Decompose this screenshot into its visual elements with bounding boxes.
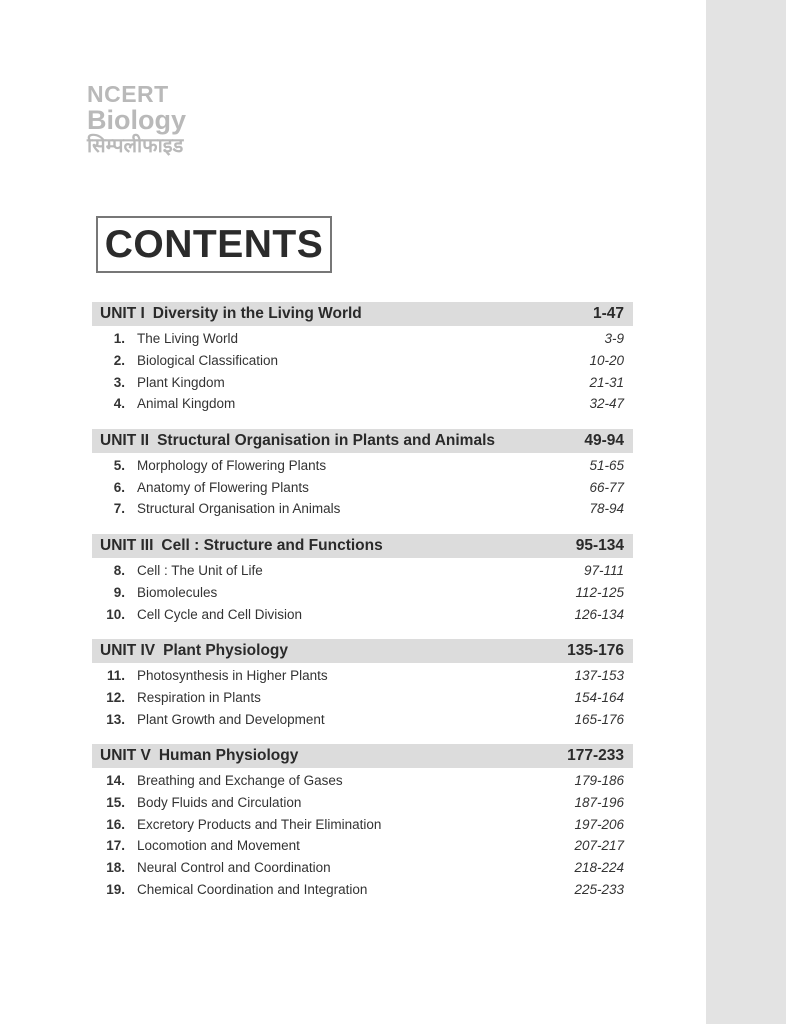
chapter-number: 3. bbox=[113, 374, 125, 390]
unit-pages: 177-233 bbox=[567, 746, 624, 764]
chapter-number: 4. bbox=[113, 396, 125, 412]
chapter-row bbox=[92, 792, 633, 814]
unit-name: Human Physiology bbox=[158, 746, 299, 764]
unit-header bbox=[92, 744, 633, 768]
unit-label: UNIT V bbox=[100, 746, 151, 764]
chapter-row bbox=[92, 687, 633, 709]
unit-name: Plant Physiology bbox=[163, 641, 289, 659]
chapter-title: Locomotion and Movement bbox=[137, 838, 300, 854]
chapter-number: 13. bbox=[106, 711, 125, 727]
chapter-title: Body Fluids and Circulation bbox=[137, 794, 302, 810]
chapter-pages: 207-217 bbox=[574, 838, 624, 854]
chapter-pages: 179-186 bbox=[574, 773, 624, 789]
chapter-pages: 126-134 bbox=[574, 606, 624, 622]
chapter-row bbox=[92, 770, 633, 792]
brand-line-ncert: NCERT bbox=[87, 81, 169, 107]
chapter-row bbox=[92, 455, 633, 477]
chapter-pages: 21-31 bbox=[589, 374, 624, 390]
unit-header bbox=[92, 534, 633, 558]
chapter-list bbox=[92, 455, 633, 520]
contents-heading: CONTENTS bbox=[96, 216, 332, 273]
chapter-pages: 154-164 bbox=[574, 689, 624, 705]
chapter-title: Breathing and Exchange of Gases bbox=[137, 773, 343, 789]
chapter-row bbox=[92, 582, 633, 604]
chapter-number: 2. bbox=[113, 353, 125, 369]
chapter-title: Cell Cycle and Cell Division bbox=[137, 606, 303, 622]
unit-pages: 95-134 bbox=[575, 536, 624, 554]
brand-logo bbox=[87, 82, 186, 156]
chapter-title: Structural Organisation in Animals bbox=[137, 501, 341, 517]
chapter-number: 9. bbox=[113, 584, 125, 600]
chapter-title: Biomolecules bbox=[137, 584, 218, 600]
unit-title bbox=[100, 305, 362, 323]
chapter-title: Anatomy of Flowering Plants bbox=[137, 479, 309, 495]
chapter-title: Excretory Products and Their Elimination bbox=[137, 816, 382, 832]
chapter-number: 12. bbox=[106, 689, 125, 705]
unit-name: Diversity in the Living World bbox=[152, 305, 362, 322]
unit-header bbox=[92, 639, 633, 663]
chapter-number: 16. bbox=[106, 816, 125, 832]
chapter-row bbox=[92, 350, 633, 372]
chapter-title: The Living World bbox=[137, 331, 239, 347]
unit-header bbox=[92, 302, 633, 326]
table-of-contents bbox=[92, 302, 633, 914]
unit-title bbox=[100, 537, 383, 555]
unit-name: Cell : Structure and Functions bbox=[161, 536, 383, 554]
chapter-pages: 97-111 bbox=[583, 563, 624, 579]
unit-label: UNIT I bbox=[100, 305, 145, 322]
chapter-row bbox=[92, 328, 633, 350]
chapter-list bbox=[92, 770, 633, 900]
chapter-row bbox=[92, 878, 633, 900]
unit-pages: 49-94 bbox=[584, 431, 624, 449]
chapter-row bbox=[92, 708, 633, 730]
brand-line-biology: Biology bbox=[87, 105, 186, 135]
chapter-number: 15. bbox=[106, 794, 125, 810]
chapter-number: 17. bbox=[106, 838, 125, 854]
chapter-row bbox=[92, 835, 633, 857]
chapter-title: Chemical Coordination and Integration bbox=[137, 881, 368, 897]
chapter-number: 11. bbox=[106, 668, 125, 684]
unit-title bbox=[100, 432, 495, 450]
unit-header bbox=[92, 429, 633, 453]
unit-pages: 1-47 bbox=[592, 305, 624, 322]
unit-label: UNIT IV bbox=[100, 641, 156, 659]
chapter-row bbox=[92, 603, 633, 625]
chapter-pages: 218-224 bbox=[574, 860, 624, 876]
chapter-row bbox=[92, 476, 633, 498]
chapter-list bbox=[92, 328, 633, 415]
chapter-list bbox=[92, 560, 633, 625]
chapter-pages: 187-196 bbox=[574, 794, 624, 810]
chapter-pages: 51-65 bbox=[589, 458, 624, 474]
chapter-title: Morphology of Flowering Plants bbox=[137, 458, 327, 474]
chapter-pages: 66-77 bbox=[589, 479, 624, 495]
chapter-row bbox=[92, 857, 633, 879]
unit-pages: 135-176 bbox=[567, 641, 624, 659]
chapter-pages: 10-20 bbox=[589, 353, 624, 369]
chapter-row bbox=[92, 498, 633, 520]
chapter-pages: 112-125 bbox=[575, 584, 624, 600]
unit-label: UNIT II bbox=[100, 431, 150, 449]
chapter-pages: 225-233 bbox=[574, 881, 624, 897]
chapter-row bbox=[92, 813, 633, 835]
unit-name: Structural Organisation in Plants and Animals bbox=[157, 431, 495, 449]
chapter-pages: 78-94 bbox=[589, 501, 624, 517]
chapter-title: Animal Kingdom bbox=[137, 396, 236, 412]
brand-line-hindi: सिम्पलीफाइड bbox=[87, 133, 184, 157]
chapter-pages: 137-153 bbox=[574, 668, 624, 684]
unit-title bbox=[100, 747, 298, 765]
chapter-title: Plant Growth and Development bbox=[137, 711, 325, 727]
chapter-pages: 197-206 bbox=[574, 816, 624, 832]
chapter-number: 14. bbox=[106, 773, 125, 789]
chapter-number: 7. bbox=[113, 501, 125, 517]
unit-title bbox=[100, 642, 288, 660]
chapter-pages: 32-47 bbox=[589, 396, 624, 412]
chapter-title: Plant Kingdom bbox=[137, 374, 225, 390]
chapter-list bbox=[92, 665, 633, 730]
page-edge-strip bbox=[706, 0, 786, 1024]
chapter-pages: 165-176 bbox=[574, 711, 624, 727]
chapter-number: 8. bbox=[113, 563, 125, 579]
chapter-number: 10. bbox=[106, 606, 125, 622]
chapter-number: 18. bbox=[106, 860, 125, 876]
chapter-title: Neural Control and Coordination bbox=[137, 860, 331, 876]
chapter-title: Respiration in Plants bbox=[137, 689, 261, 705]
chapter-title: Photosynthesis in Higher Plants bbox=[137, 668, 328, 684]
chapter-row bbox=[92, 665, 633, 687]
chapter-pages: 3-9 bbox=[604, 331, 624, 347]
chapter-row bbox=[92, 393, 633, 415]
unit-label: UNIT III bbox=[100, 536, 154, 554]
chapter-number: 5. bbox=[113, 458, 125, 474]
chapter-row bbox=[92, 371, 633, 393]
chapter-row bbox=[92, 560, 633, 582]
chapter-number: 1. bbox=[113, 331, 125, 347]
chapter-title: Biological Classification bbox=[137, 353, 279, 369]
chapter-number: 19. bbox=[106, 881, 125, 897]
chapter-title: Cell : The Unit of Life bbox=[137, 563, 263, 579]
chapter-number: 6. bbox=[113, 479, 125, 495]
